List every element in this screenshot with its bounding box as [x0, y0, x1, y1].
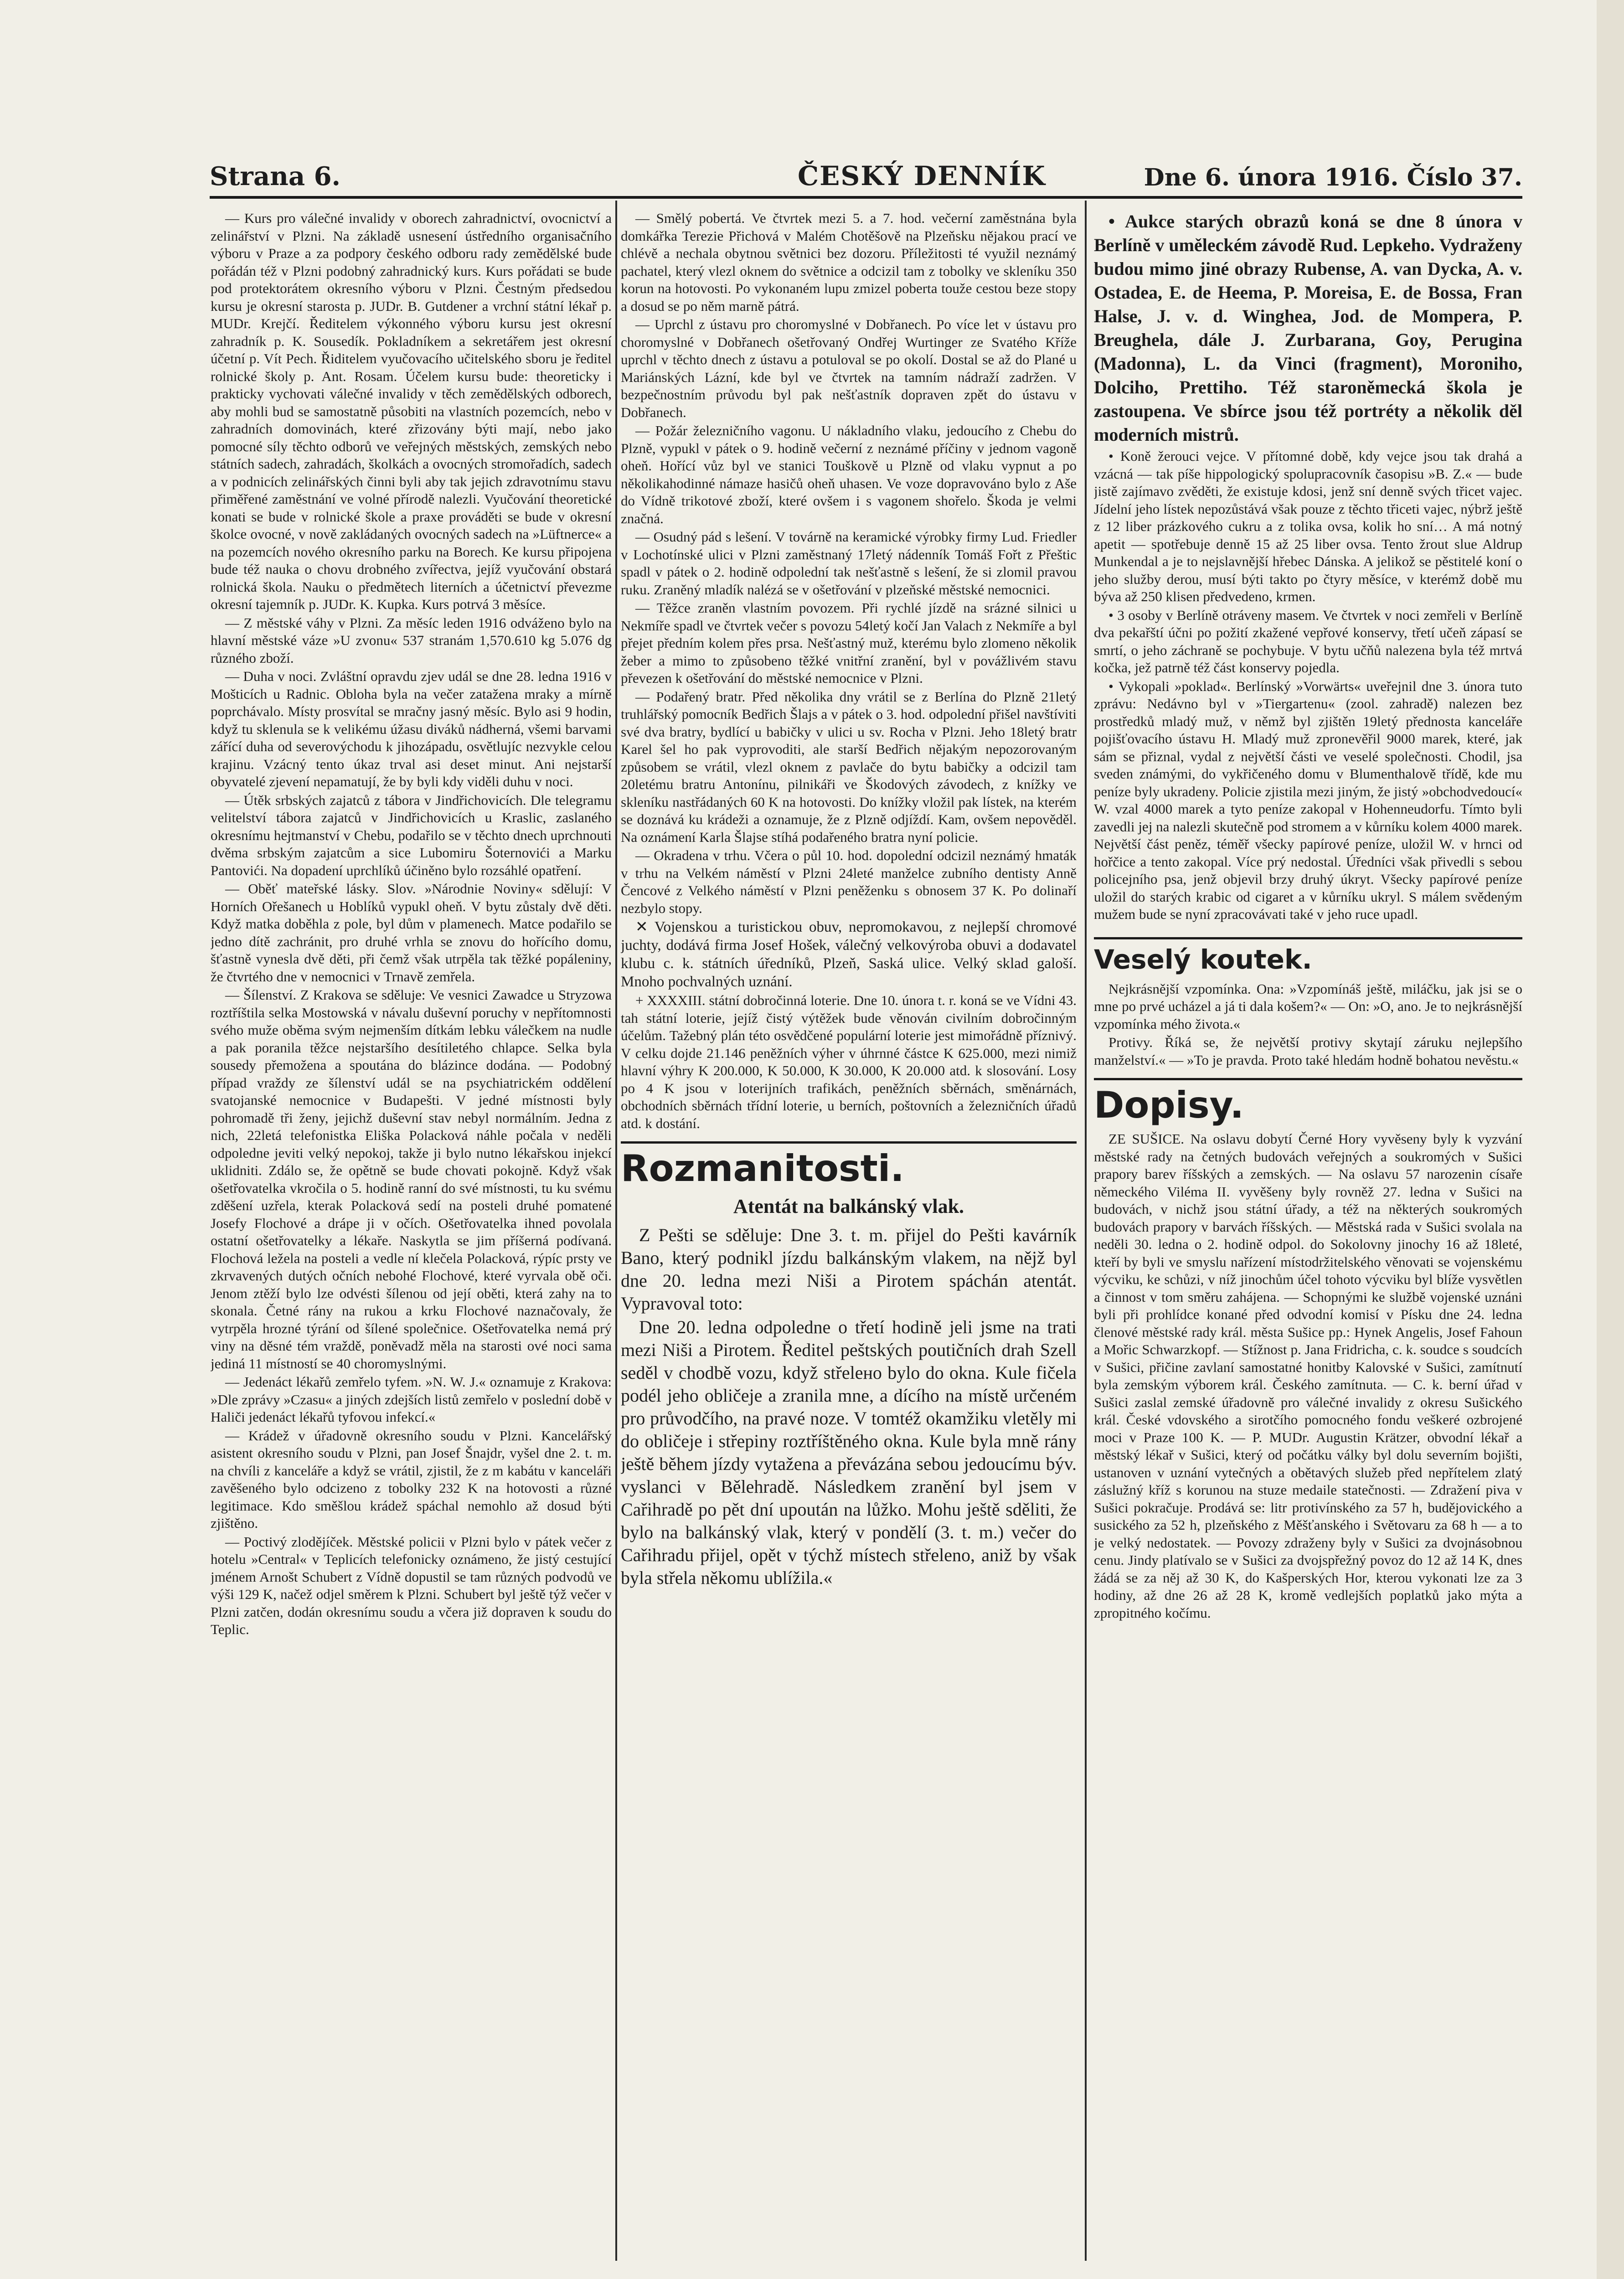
section-heading-dopisy: Dopisy. — [1094, 1078, 1522, 1126]
column-2 — [621, 210, 1077, 2261]
column-1 — [211, 210, 612, 2252]
section-heading-rozmanitosti: Rozmanitosti. — [621, 1141, 1077, 1189]
joke-item: Protivy. Říká se, že největší protivy skytají záruku nejlepšího manželství.« — »To je pravda. Proto také hledám hodně bohatou nevěstu.« — [1094, 1034, 1522, 1068]
page-number: Strana 6. — [210, 161, 341, 191]
article-headline: Atentát na balkánský vlak. — [733, 1195, 964, 1217]
news-item: — Těžce zraněn vlastním povozem. Při rychlé jízdě na srázné silnici u Nekmíře spadl ve čtvrtek večer s povozu 54letý kočí Jan Valach z Nekmíře a byl přejet předním kolem přes prsa. Nešťastný muž, kterému bylo zlomeno několik žeber a mimo to způsobeno těžké vnitřní zranění, byl v povážlivém stavu převezen k ošetřování do městské nemocnice v Plzni. — [621, 600, 1077, 686]
masthead-title: ČESKÝ DENNÍK — [798, 160, 1046, 191]
news-item: — Krádež v úřadovně okresního soudu v Plzni. Kancelářský asistent okresního soudu v Plzni, pan Josef Šnajdr, vyšel dne 2. t. m. na chvíli z kanceláře a když se vrátil, zjistil, že z m kabátu v kanceláři zavěšeného bylo odcizeno z tobolky 232 K na hotovosti a různé legitimace. Kdo směšlou krádež spáchal nemohlo až dosud býti zjištěno. — [211, 1427, 612, 1531]
news-item: • Vykopali »poklad«. Berlínský »Vorwärts« uveřejnil dne 3. února tuto zprávu: Nedávno byl v »Tiergartenu« (zool. zahradě) nalezen bez prostředků mladý muž, v němž byl zjištěn 19letý přednosta kanceláře pojišťovacího ústavu H. Mladý muž zpronevěřil 9000 marek, které, jak sám se přiznal, vydal z největší části ve veselé společnosti. Chodil, jsa sveden známými, do vykřičeného domu v Blumenthalově třídě, kde mu peníze byly ukradeny. Policie zjistila mezi jiným, že jistý »obchodvedoucí« W. vzal 4000 marek a tyto peníze zakopal v Hohenneudorfu. Tímto byli zavedli jej na nalezli skutečně pod stromem a v kůrníku kolem 4000 marek. Největší část peněz, téměř všecky papírové peníze, uložil W. v hrnci od hořčice a tento zakopal. Více prý nedostal. Úředníci však přivedli s sebou policejního psa, jenž objevil brzy druhý úkryt. Všecky papírové peníze uložil do starých krabic od cigaret a v kůrníku ukryl. S málem svědeným mužem bude se nyní zpracovávati také v jeho ruce upadl. — [1094, 678, 1522, 922]
news-item: — Uprchl z ústavu pro choromyslné v Dobřanech. Po více let v ústavu pro choromyslné v Dobřanech ošetřovaný Ondřej Wurtinger ze Svatého Kříže uprchl v těchto dnech z ústavu a potuloval se po okolí. Dostal se až do Plané u Mariánských Lázní, kde byl ve čtvrtek na tamním nádraží zadržen. V bezpečnostním průvodu byl pak nešťastník dopraven zpět do ústavu v Dobřanech. — [621, 316, 1077, 420]
article-body — [621, 1224, 1077, 1589]
issue-date: Dne 6. února 1916. Číslo 37. — [1144, 164, 1522, 191]
section-heading-vesely-koutek: Veselý koutek. — [1094, 937, 1522, 975]
joke-item: Nejkrásnější vzpomínka. Ona: »Vzpomínáš ještě, miláčku, jak jsi se o mne po prvé ucházel a já ti dala košem?« — On: »O, ano. Je to nejkrásnější vzpomínka mého života.« — [1094, 980, 1522, 1032]
news-item: — Podařený bratr. Před několika dny vrátil se z Berlína do Plzně 21letý truhlářský pomocník Bedřich Šlajs a v pátek o 3. hod. odpolední přišel navštíviti své dva bratry, bydlící u babičky v ulici u sv. Rocha v Plzni. Jeho 18letý bratr Karel šel ho pak vyprovoditi, ale starší Bedřich nějakým nepozorovaným způsobem se vrátil, vlezl oknem z pavlače do bytu babičky a odcizil tam 20letému bratru Antonínu, pilnikáři ve Škodových závodech, z knížky ve skleníku nastřádaných 60 K na hotovosti. Do knížky vložil pak lístek, na kterém se doznává ku krádeži a oznamuje, že z Plzně odjíždí. Kam, ovšem nepověděl. Na oznámení Karla Šlajse stíhá podařeného bratra nyní policie. — [621, 688, 1077, 845]
news-item: — Smělý pobertá. Ve čtvrtek mezi 5. a 7. hod. večerní zaměstnána byla domkářka Terezie Přichová v Malém Chotěšově na Plzeňsku nějakou prací ve chlévě a nechala obytnou světnici bez dozoru. Příležitosti té využil neznámý pachatel, který vlezl oknem do světnice a odcizil tam z tobolky ve skleníku 350 korun na hotovosti. Po vykonaném lupu zmizel poberta touže cestou beze stopy a dosud se po něm marně pátrá. — [621, 210, 1077, 314]
news-item: — Osudný pád s lešení. V továrně na keramické výrobky firmy Lud. Friedler v Lochotínské ulici v Plzni zaměstnaný 17letý nádenník Tomáš Fořt z Přeštic spadl v pátek o 2. hodině odpolední tak nešťastně s lešení, že si zlomil pravou ruku. Zraněný mladík nalézá se v ošetřování v plzeňské městské nemocnici. — [621, 529, 1077, 598]
article-paragraph: Dne 20. ledna odpoledne o třetí hodině jeli jsme na trati mezi Niši a Pirotem. Ředitel peštských poutičních drah Szell seděl v chodbě vozu, když střelено bylo do okna. Kule fičela podél jeho obličeje a zranila mne, a dícího na místě určeném pro průvodčího, na pravé noze. V tomtéž okamžiku vletěly mi do obličeje i střepiny roztříštěného okna. Kule byla mně rány ještě během jízdy vytažena a převázána sebou jedoucímu býv. vyslanci v Bělehradě. Následkem zranění byl jsem v Cařihradě po pět dní upoután na lůžko. Mohu ještě sděliti, že bylo na balkánský vlak, který v pondělí (3. t. m.) večer do Cařihradu přijel, opět v týchž místech střeleno, aniž by však byla střela někomu ublížila.« — [621, 1317, 1077, 1588]
news-item: — Útěk srbských zajatců z tábora v Jindřichovicích. Dle telegramu velitelství tábora zajatců v Jindřichovicích u Kraslic, zaslaného okresnímu hejtmanství v Chebu, podařilo se v těchto dnech uprchnouti dvěma srbským zajatcům a sice Lubomiru Šoternovići a Marku Pantovići. Na dopadení uprchlíků účiněno bylo rozsáhlé opatření. — [211, 792, 612, 878]
column-divider — [615, 201, 617, 2261]
news-item: — Okradena v trhu. Včera o půl 10. hod. dopolední odcizil neznámý hmaták v trhu na Velkém náměstí v Plzni 24leté manželce zubního dentisty Anně Čencové z Velkého náměstí v Plzni peněženku s obnosem 37 K. Po dolinaří nezbylo stopy. — [621, 847, 1077, 916]
news-item: — Jedenáct lékařů zemřelo tyfem. »N. W. J.« oznamuje z Krakova: »Dle zprávy »Czasu« a jiných zdejších listů zemřelo v poslední době v Haliči jedenáct lékařů tyfovou infekcí.« — [211, 1374, 612, 1425]
page-edge — [1597, 0, 1624, 2279]
news-item: • Koně žerouci vejce. V přítomné době, kdy vejce jsou tak drahá a vzácná — tak píše hippologický spolupracovník časopisu »B. Z.« — bude jistě zajímavo zvěděti, že existuje kdosi, jenž sní denně svých třicet vajec. Jídelní jeho lístek nepozůstává však pouze z těchto třiceti vajec, nýbrž ještě z 12 liber prázkového cukru a z tolika ovsa, kolik ho sní… A má notný apetit — spotřebuje denně 15 až 25 liber ovsa. Tento žrout slue Aldrup Munkendal a je to nejslavnější hřebec Dánska. A jelikož se pěstitelé koní o jeho služby derou, musí býti takto po čtyry měsíce, v kterémž době mu býva až 250 klisen předvedeno, krmen. — [1094, 448, 1522, 604]
news-item: — Šílenství. Z Krakova se sděluje: Ve vesnici Zawadce u Stryzowa roztříštila selka Mostowská v návalu duševní poruchy v nepřítomnosti svého muže oběma svým nejmenším dítkám lebku válečkem na nudle a pak poranila těžce nejstaršího desítiletého chlapce. Selka byla sousedy přemožena a spoutána do blázince dodána. — Podobný případ vraždy ze šílenství udál se na psychiatrickém oddělení svatojanské nemocnice v Budapešti. V jedné místnosti byly pohromadě tři ženy, jejichž duševní stav nebyl normálním. Jedna z nich, 22letá telefonistka Eliška Polacková náhle počala v neděli odpoledne jeviti velký nepokoj, takže ji bylo nutno lékařskou injekcí uklidniti. Zdálo se, že opětně se bude chovati pokojně. Když však ošetřovatelka vkročila o 5. hodině ranní do své místnosti, tu ku svému zděšení uzřela, kterak Polacková sedí na posteli druhé pomatené Josefy Flochové a drápe ji v očích. Ošetřovatelka ihned povolala ostatní ošetřovatelky a lékaře. Naskytla se jim příšerná podívaná. Flochová ležela na posteli a vedle ní klečela Polacková, rýpíc prsty ve zkrvavených dutých očních nebohé Flochové, které vyrvala obě oči. Jenom ztěží bylo lze odvésti šílenou od její oběti, která zahy na to skonala. Četné rány na rukou a krku Flochové naznačovaly, že vytrpěla hrozné týrání od šílené společnice. Ošetřovatelka nemá prý viny na děsné tém vraždě, poněvadž měla na starosti ové noci sama jediná 11 místností se 40 choromyslnými. — [211, 987, 612, 1372]
page-header — [210, 155, 1522, 199]
column-divider — [1085, 201, 1087, 2261]
news-item: • 3 osoby v Berlíně otráveny masem. Ve čtvrtek v noci zemřeli v Berlíně dva pekařští účni po požití zkažené vepřové konservy, třetí učeň zápasí se smrtí, o jeho záchraně se pochybuje. V bytu učňů nalezena byla též mrtvá kočka, jež patrně též část konservy pojedla. — [1094, 607, 1522, 675]
letters-item: ZE SUŠICE. Na oslavu dobytí Černé Hory vyvěseny byly k vyzvání městské rady na četných budovách veřejných a soukromých v Sušici prapory barev říšských a zemských. — Na oslavu 57 narozenin císaře německého Viléma II. vyvěšeny byly rovněž 27. ledna v Sušici na budovách, v nichž jsou státní úřady, a též na některých soukromých budovách prapory v barvách říšských. — Městská rada v Sušici svolala na neděli 30. ledna o 2. hodině odpol. do Sokolovny jinochy 16 až 18leté, kteří by byli ve smyslu nařízení místodržitelského věnovati se vojenskému výcviku, ke schůzi, v níž jinochům účel tohoto výcviku byl blíže vysvětlen a činnost v tom směru zahájena. — Schopnými ke službě vojenské uznáni byli při prohlídce konané před odvodní komisí v Písku dne 24. ledna členové městské rady král. města Sušice pp.: Hynek Angelis, Josef Fahoun a Mořic Schwarzkopf. — Stížnost p. Jana Fridricha, c. k. soudce s soudcích v Sušici, přičine zavlaní samostatné honitby Kalovské v Sušici, zamítnutí byla zemským výborem král. Českého zamítnuta. — C. k. berní úřad v Sušici zaslal zemské úřadovně pro válečné invalidy z okresu Sušického král. České vdovského a sirotčího pomocného fondu veškeré ozbrojené moci v Praze 100 K. — P. MUDr. Augustin Krätzer, obvodní lékař a městský lékař v Sušici, který od počátku války byl dolu severním bojišti, ustanoven v uznání vytečných a obětavých služeb před nepřítelem zlatý záslužný kříž s korunou na stuze medaile statečnosti. — Zdražení piva v Sušici pokračuje. Prodává se: litr protivínského za 57 h, budějovického a susického za 52 h, plzeňského z Měšťanského i Světovaru za 68 h — a to je velký nedostatek. — Povozy zdraženy byly v Sušici za dvojnásobnou cenu. Jindy platívalo se v Sušici za dvojspřežný povoz do 12 až 14 K, dnes žádá se za něj až 30 K, do Kašperských Hor, kterou vykonati lze za 3 hodiny, až dne 26 až 28 K, kromě vedlejších poplatků jako mýta a zpropitného kočímu. — [1094, 1131, 1522, 1621]
auction-notice: • Aukce starých obrazů koná se dne 8 února v Berlíně v uměleckém závodě Rud. Lepkeho. Vydraženy budou mimo jiné obrazy Rubense, A. van Dycka, A. v. Ostadea, E. de Heema, P. Moreisa, E. de Bossa, Fran Halse, J. v. d. Winghea, Jod. de Mompera, P. Breughela, dále J. Zurbarana, Goy, Perugina (Madonna), L. da Vinci (fragment), Moroniho, Dolciho, Prettiho. Též staroněmecká škola je zastoupena. Ve sbírce jsou též portréty a několik děl moderních mistrů. — [1094, 211, 1522, 445]
lottery-notice: + XXXXIII. státní dobročinná loterie. Dne 10. února t. r. koná se ve Vídni 43. tah státní loterie, jejíž čistý výtěžek bude věnován civilním dobročinným účelům. Tažebný plán této osvědčené populární loterie jest mimořádně příznivý. V celku dojde 21.146 peněžních výher v úhrnné částce K 625.000, mezi nimiž hlavní výhry K 200.000, K 50.000, K 30.000, K 20.000 atd. k slosování. Losy po 4 K jsou v loterijních trafikách, peněžních sběrnách, směnárnách, obchodních sběrnách třídní loterie, u berních, poštovních a železničních úřadů atd. k dostání. — [621, 992, 1077, 1131]
column-3 — [1094, 210, 1522, 2252]
news-item: — Kurs pro válečné invalidy v oborech zahradnictví, ovocnictví a zelinářství v Plzni. Na základě usnesení ústředního organisačního výboru v Praze a za podpory českého odboru rady zemědělské bude pořádán též v Plzni podobný zahradnický kurs. Kurs pořádati se bude pod protektorátem okresního výboru v Plzni. Čestným předsedou kursu je okresní starosta p. JUDr. B. Gutdener a vrchní státní lékař p. MUDr. Krejčí. Ředitelem výkonného výboru kursu jest okresní zahradník p. K. Sousedík. Pokladníkem a sekretářem jest okresní účetní p. Vít Pech. Řiditelem vyučovacího učitelského sboru je ředitel rolnické školy p. Ant. Rosam. Účelem kursu bude: theoreticky i prakticky vychovati válečné invalidy v těch zemědělských odborech, aby mohli bud se samostatně působiti na vlastních pozemcích, nebo v zahradních domovinách, které zřizovány býti mají, nebo jako pomocné síly těchto odborů ve veřejných městských, zemských nebo státních sadech, zahradách, školkách a ovocných stromořadích, sadech a v podnicích zelinářských činni byli aby tak jejich zdravotnímu stavu přiměřené zaměstnání ve volné přírodě nalezli. Vyučování theoretické konati se bude v rolnické škole a praxe prováděti se bude v okresní školce ovocné, v nově zakládaných ovocných sadech na »Lüftnerce« a na pozemcích nového okresního parku na Borech. Ke kursu připojena bude též nauka o chovu drobného zvířectva, jejíž vyučování obstará rolnická škola. Nauku o předmětech literních a účetnictví převezme okresní tajemník p. JUDr. K. Kupka. Kurs potrvá 3 měsíce. — [211, 210, 612, 612]
shoe-advertisement: ✕ Vojenskou a turistickou obuv, nepromokavou, z nejlepší chromové juchty, dodává firma Josef Hošek, válečný velkovýroba obuvi a dodavatel klubu c. k. státních úředníků, Plzeň, Saská ulice. Velký sklad galoší. Mnoho pochvalných uznání. — [621, 919, 1077, 990]
news-item: — Požár železničního vagonu. U nákladního vlaku, jedoucího z Chebu do Plzně, vypukl v pátek o 9. hodině večerní z neznámé příčiny v jednom vagoně oheň. Hořící vůz byl ve stanici Touškově u Plzně od vlaku vypnut a po několikahodinné námaze hasičů oheň uhasen. Ve voze dopravováno bylo z Aše do Vídně trikotové zboží, které ovšem i s vagonem shořelo. Škoda je velmi značná. — [621, 423, 1077, 526]
news-item: — Duha v noci. Zvláštní opravdu zjev udál se dne 28. ledna 1916 v Mošticích u Radnic. Obloha byla na večer zatažena mraky a mírně poprchávalo. Místy prosvítal se mračny jasný měsíc. Bylo asi 9 hodin, když tu sklenula se k velikému úžasu diváků nádherná, všemi barvami zářící duha od severovýchodu k jihozápadu, osvětlujíc nezvykle celou krajinu. Vzácný tento úkaz trval asi deset minut. Ani nejstarší obyvatelé zjevení nepamatují, že by byli kdy viděli duhu v noci. — [211, 668, 612, 789]
news-item: — Oběť mateřské lásky. Slov. »Národnie Noviny« sdělují: V Horních Ořešanech u Hoblíků vypukl oheň. V bytu zůstaly dvě děti. Když matka doběhla z pole, byl dům v plamenech. Matce podařilo se jedno dítě zachránit, pro druhé vrhla se znovu do hořícího domu, šťastně vynesla dvě děti, při čemž však utrpěla tak těžké popáleniny, že čtvrtého dne v nemocnici v Trnavě zemřela. — [211, 881, 612, 985]
article-paragraph: Z Pešti se sděluje: Dne 3. t. m. přijel do Pešti kavárník Bano, který podnikl jízdu balkánským vlakem, na nějž byl dne 20. ledna mezi Niši a Pirotem spáchán atentát. Vypravoval toto: — [621, 1225, 1077, 1314]
news-item: — Z městské váhy v Plzni. Za měsíc leden 1916 odváženo bylo na hlavní městské váze »U zvonu« 537 stranám 1,570.610 kg 5.076 dg různého zboží. — [211, 614, 612, 666]
news-item: — Poctivý zlodějíček. Městské policii v Plzni bylo v pátek večer z hotelu »Central« v Teplicích telefonicky oznámeno, že jistý cestující jménem Arnošt Schubert z Vídně dopustil se tam různých podvodů ve výši 129 K, načež odjel směrem k Plzni. Schubert byl ještě týž večer v Plzni zatčen, dodán okresnímu soudu a včera již dopraven k soudu do Teplic. — [211, 1533, 612, 1637]
